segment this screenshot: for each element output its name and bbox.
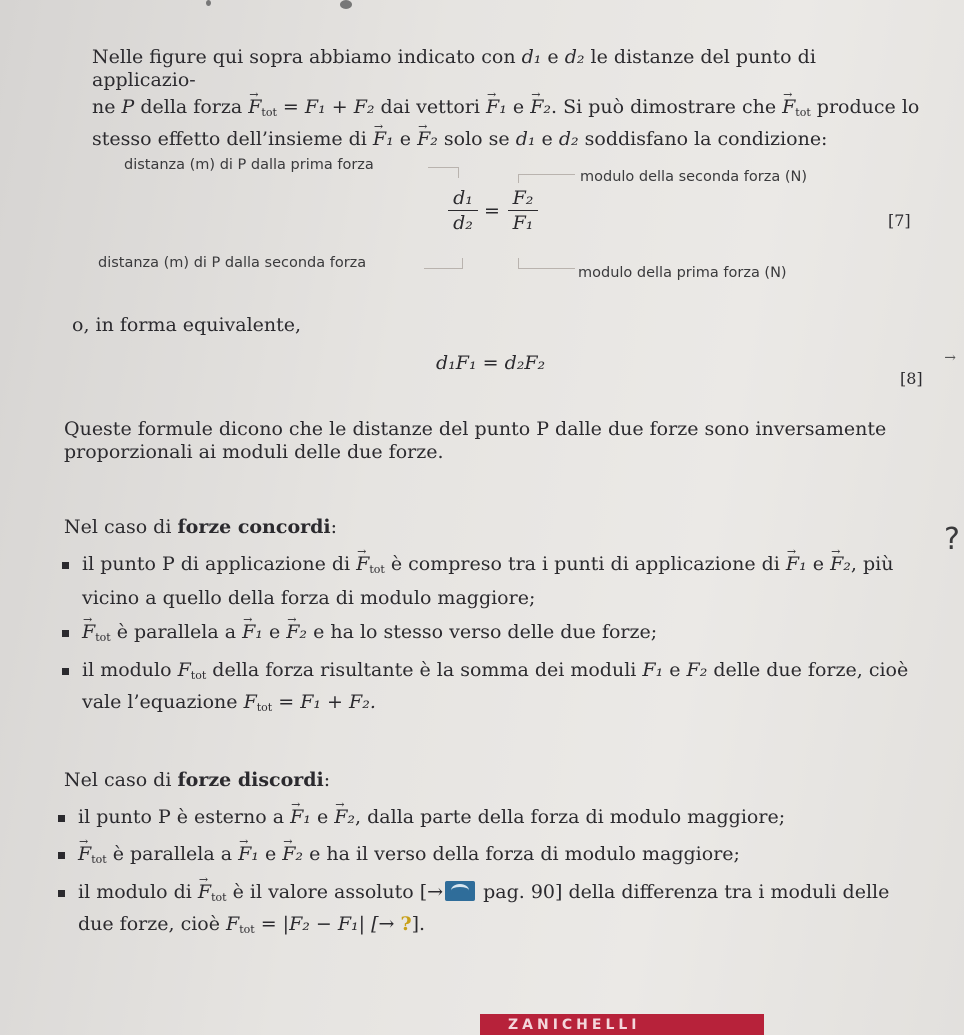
top-dot (340, 0, 352, 9)
leader-line (428, 167, 459, 178)
question-icon: ? (400, 913, 412, 935)
fraction-d1-over-d2: d₁ d₂ (448, 188, 478, 233)
margin-question-mark: ? (944, 522, 960, 557)
equation-number-8: [8] (900, 369, 923, 388)
bullet (58, 852, 65, 859)
bullet (62, 630, 69, 637)
intro-line-1: Nelle figure qui sopra abbiamo indicato con d₁ e d₂ le distanze del punto di applicazio- (92, 46, 816, 91)
label-distance-second-force: distanza (m) di P dalla seconda forza (98, 255, 367, 271)
intro-line-2: ne P della forza → $F_{tot} = F_1 + F_2$ dai vettori → F₁ e → F₂. Si può dimostrare che → $F_{tot}$ produce lo (92, 96, 922, 124)
intro-paragraph (92, 46, 922, 151)
margin-arrow-icon: → (944, 350, 956, 366)
leader-line (518, 258, 575, 269)
discordi-point-2: → $F_{tot}$ è parallela a → F₁ e → F₂ e ha il verso della forza di modulo maggiore; (78, 843, 948, 871)
leader-line (424, 258, 463, 269)
intro-line-3: stesso effetto dell’insieme di → F₁ e → F₂ solo se d₁ e d₂ soddisfano la condizione: (92, 128, 922, 151)
equals-sign: = (484, 200, 500, 222)
fraction-f2-over-f1: F₂ F₁ (508, 188, 538, 233)
bullet (62, 562, 69, 569)
video-link-icon[interactable] (445, 881, 475, 901)
conclusion-line-2: proporzionali ai moduli delle due forze. (64, 441, 444, 463)
concordi-point-3: il modulo $F_{tot}$ della forza risultante è la somma dei moduli F₁ e F₂ delle due forze, cioè vale l’equazione $F_{tot} = F_1 + F_2$. (82, 659, 909, 714)
equation-number-7: [7] (888, 211, 911, 230)
concordi-point-1: il punto P di applicazione di → $F_{tot}$ è compreso tra i punti di applicazione di → F₁ e → F₂, più vicino a quello della forza di modulo maggiore; (82, 553, 942, 610)
conclusion-paragraph (64, 418, 934, 464)
equivalent-text: o, in forma equivalente, (72, 314, 302, 336)
concordi-point-2: → $F_{tot}$ è parallela a → F₁ e → F₂ e ha lo stesso verso delle due forze; (82, 621, 942, 649)
bullet (62, 668, 69, 675)
bullet (58, 890, 65, 897)
publisher-logo: ZANICHELLI (508, 1017, 641, 1033)
concordi-heading: Nel caso di forze concordi: (64, 516, 338, 538)
label-modulus-second-force: modulo della seconda forza (N) (580, 169, 807, 185)
bullet (58, 815, 65, 822)
leader-line (518, 174, 575, 183)
discordi-point-1: il punto P è esterno a → F₁ e → F₂, dalla parte della forza di modulo maggiore; (78, 806, 948, 829)
equation-8: d₁F₁ = d₂F₂ (436, 352, 546, 374)
top-dot (206, 0, 211, 6)
discordi-point-3: il modulo di → $F_{tot}$ è il valore assoluto [→ pag. 90] della differenza tra i moduli delle due forze, cioè $F_{tot} = |F_2 - F_1|$ [→ ?]. (78, 881, 948, 941)
label-modulus-first-force: modulo della prima forza (N) (578, 265, 787, 281)
conclusion-line-1: Queste formule dicono che le distanze del punto P dalle due forze sono inversamente (64, 418, 887, 440)
discordi-heading: Nel caso di forze discordi: (64, 769, 331, 791)
publisher-footer-bar (480, 1014, 764, 1035)
label-distance-first-force: distanza (m) di P dalla prima forza (124, 157, 374, 173)
